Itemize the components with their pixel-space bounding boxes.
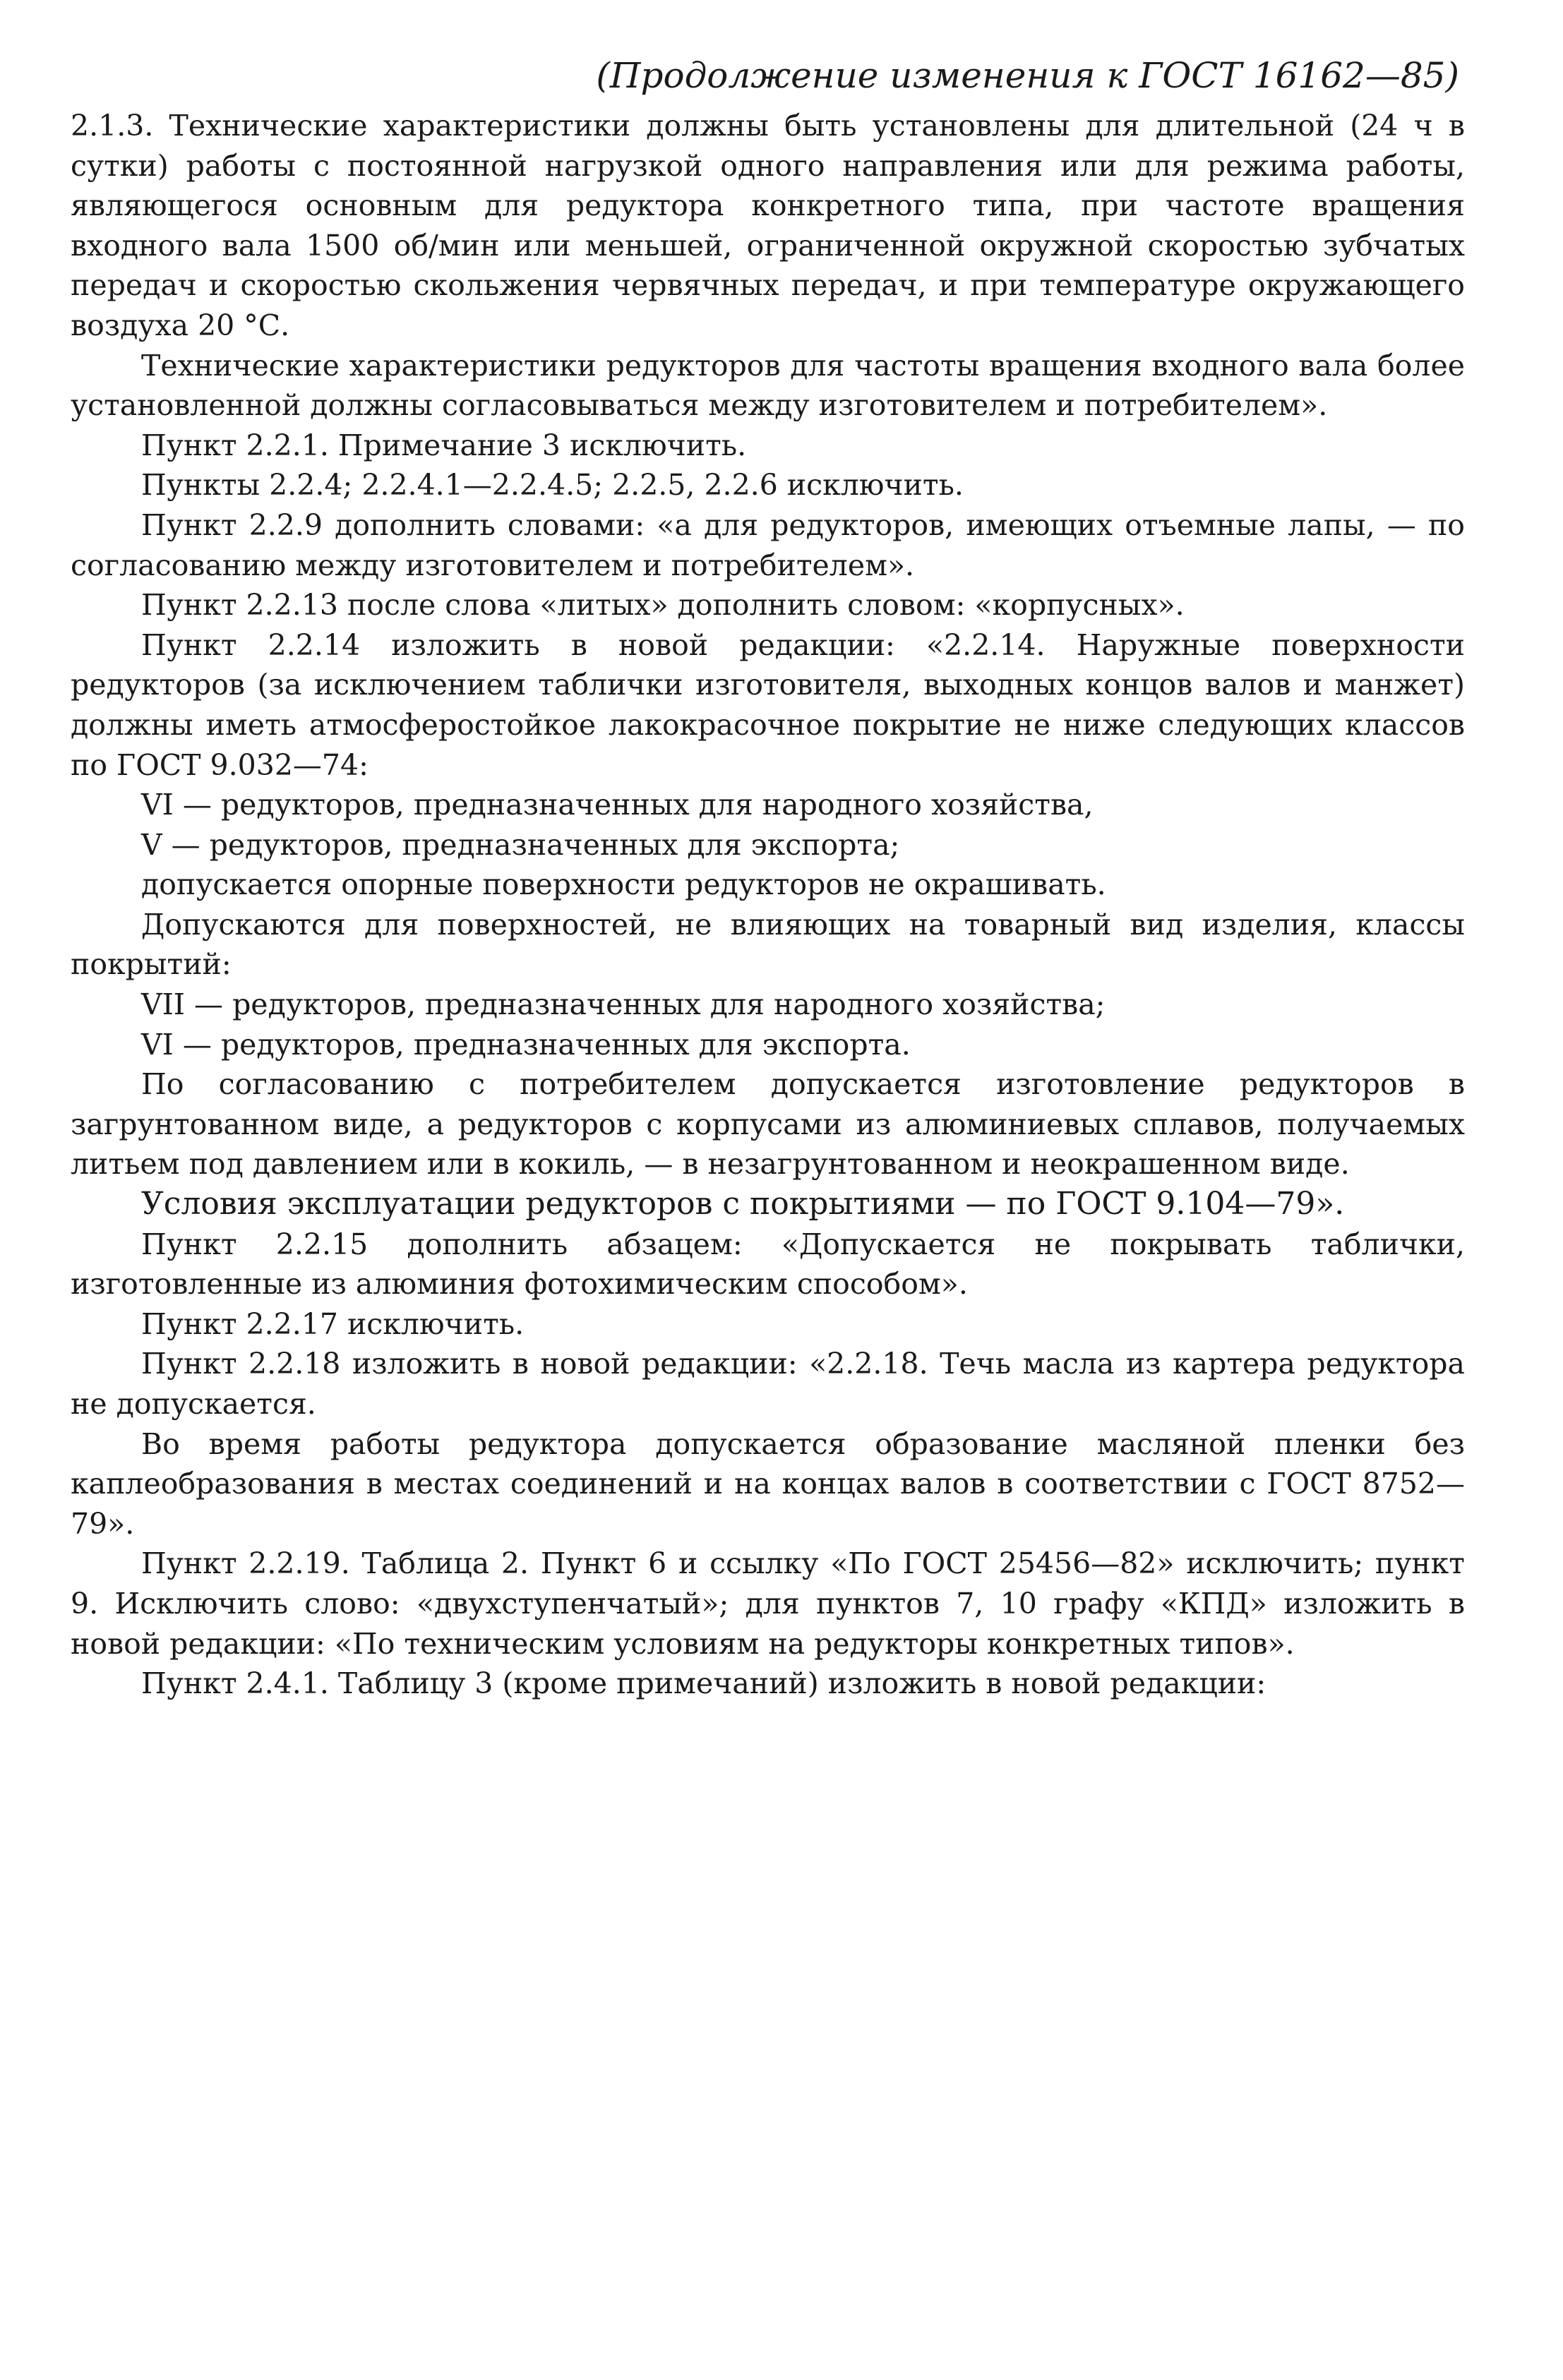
paragraph-class-vii-domestic: VII — редукторов, предназначенных для народного хозяйства; [141,987,1106,1022]
document-body [71,106,1465,1704]
paragraph-2-2-15: Пункт 2.2.15 дополнить абзацем: «Допускается не покрывать таблички, изготовленные из алюминия фотохимическим способом». [71,1227,1465,1302]
paragraph-2-2-18: Пункт 2.2.18 изложить в новой редакции: «2.2.18. Течь масла из картера редуктора не допускается. [71,1347,1465,1421]
paragraph-tech-characteristics: Технические характеристики редукторов для частоты вращения входного вала более установленной должны согласовываться между изготовителем и потребителем». [71,348,1465,423]
paragraph-2-1-3: 2.1.3. Технические характеристики должны быть установлены для длительной (24 ч в сутки) работы с постоянной нагрузкой одного направления или для режима работы, являющегося основным для редуктора конкретного типа, при частоте вращения входного вала 1500 об/мин или меньшей, ограниченной окружной скоростью зубчатых передач и скоростью скольжения червячных передач, и при температуре окружающего воздуха 20 °С. [71,109,1465,342]
page-header: (Продолжение изменения к ГОСТ 16162—85) [596,55,1459,96]
paragraph-oil-film: Во время работы редуктора допускается образование масляной пленки без каплеобразования в местах соединений и на концах валов в соответствии с ГОСТ 8752—79». [71,1426,1465,1541]
paragraph-class-vi-domestic: VI — редукторов, предназначенных для народного хозяйства, [141,788,1094,822]
paragraph-operating-conditions: Условия эксплуатации редукторов с покрытиями — по ГОСТ 9.104—79». [141,1186,1345,1222]
document-page [71,49,1465,1704]
paragraph-primed-agreement: По согласованию с потребителем допускается изготовление редукторов в загрунтованном виде, а редукторов с корпусами из алюминиевых сплавов, получаемых литьем под давлением или в кокиль, — в незагрунтованном и неокрашенном виде. [71,1067,1465,1182]
paragraph-support-surfaces: допускается опорные поверхности редукторов не окрашивать. [141,867,1106,902]
paragraph-class-vi-export: VI — редукторов, предназначенных для экспорта. [141,1027,911,1062]
paragraph-class-v-export: V — редукторов, предназначенных для экспорта; [141,827,900,862]
paragraph-2-2-13: Пункт 2.2.13 после слова «литых» дополнить словом: «корпусных». [141,588,1185,623]
paragraph-2-4-1: Пункт 2.4.1. Таблицу 3 (кроме примечаний) изложить в новой редакции: [141,1666,1266,1701]
paragraph-2-2-14: Пункт 2.2.14 изложить в новой редакции: «2.2.14. Наружные поверхности редукторов (за исключением таблички изготовителя, выходных концов валов и манжет) должны иметь атмосферостойкое лакокрасочное покрытие не ниже следующих классов по ГОСТ 9.032—74: [71,627,1465,782]
paragraph-2-2-4: Пункты 2.2.4; 2.2.4.1—2.2.4.5; 2.2.5, 2.2.6 исключить. [141,468,964,503]
paragraph-coating-classes: Допускаются для поверхностей, не влияющих на товарный вид изделия, классы покрытий: [71,907,1465,982]
paragraph-2-2-17: Пункт 2.2.17 исключить. [141,1306,525,1341]
paragraph-2-2-19: Пункт 2.2.19. Таблица 2. Пункт 6 и ссылку «По ГОСТ 25456—82» исключить; пункт 9. Исключить слово: «двухступенчатый»; для пунктов 7, 10 графу «КПД» изложить в новой редакции: «По техническим условиям на редукторы конкретных типов». [71,1546,1465,1661]
paragraph-2-2-1: Пункт 2.2.1. Примечание 3 исключить. [141,428,747,462]
paragraph-2-2-9: Пункт 2.2.9 дополнить словами: «а для редукторов, имеющих отъемные лапы, — по согласованию между изготовителем и потребителем». [71,507,1465,582]
